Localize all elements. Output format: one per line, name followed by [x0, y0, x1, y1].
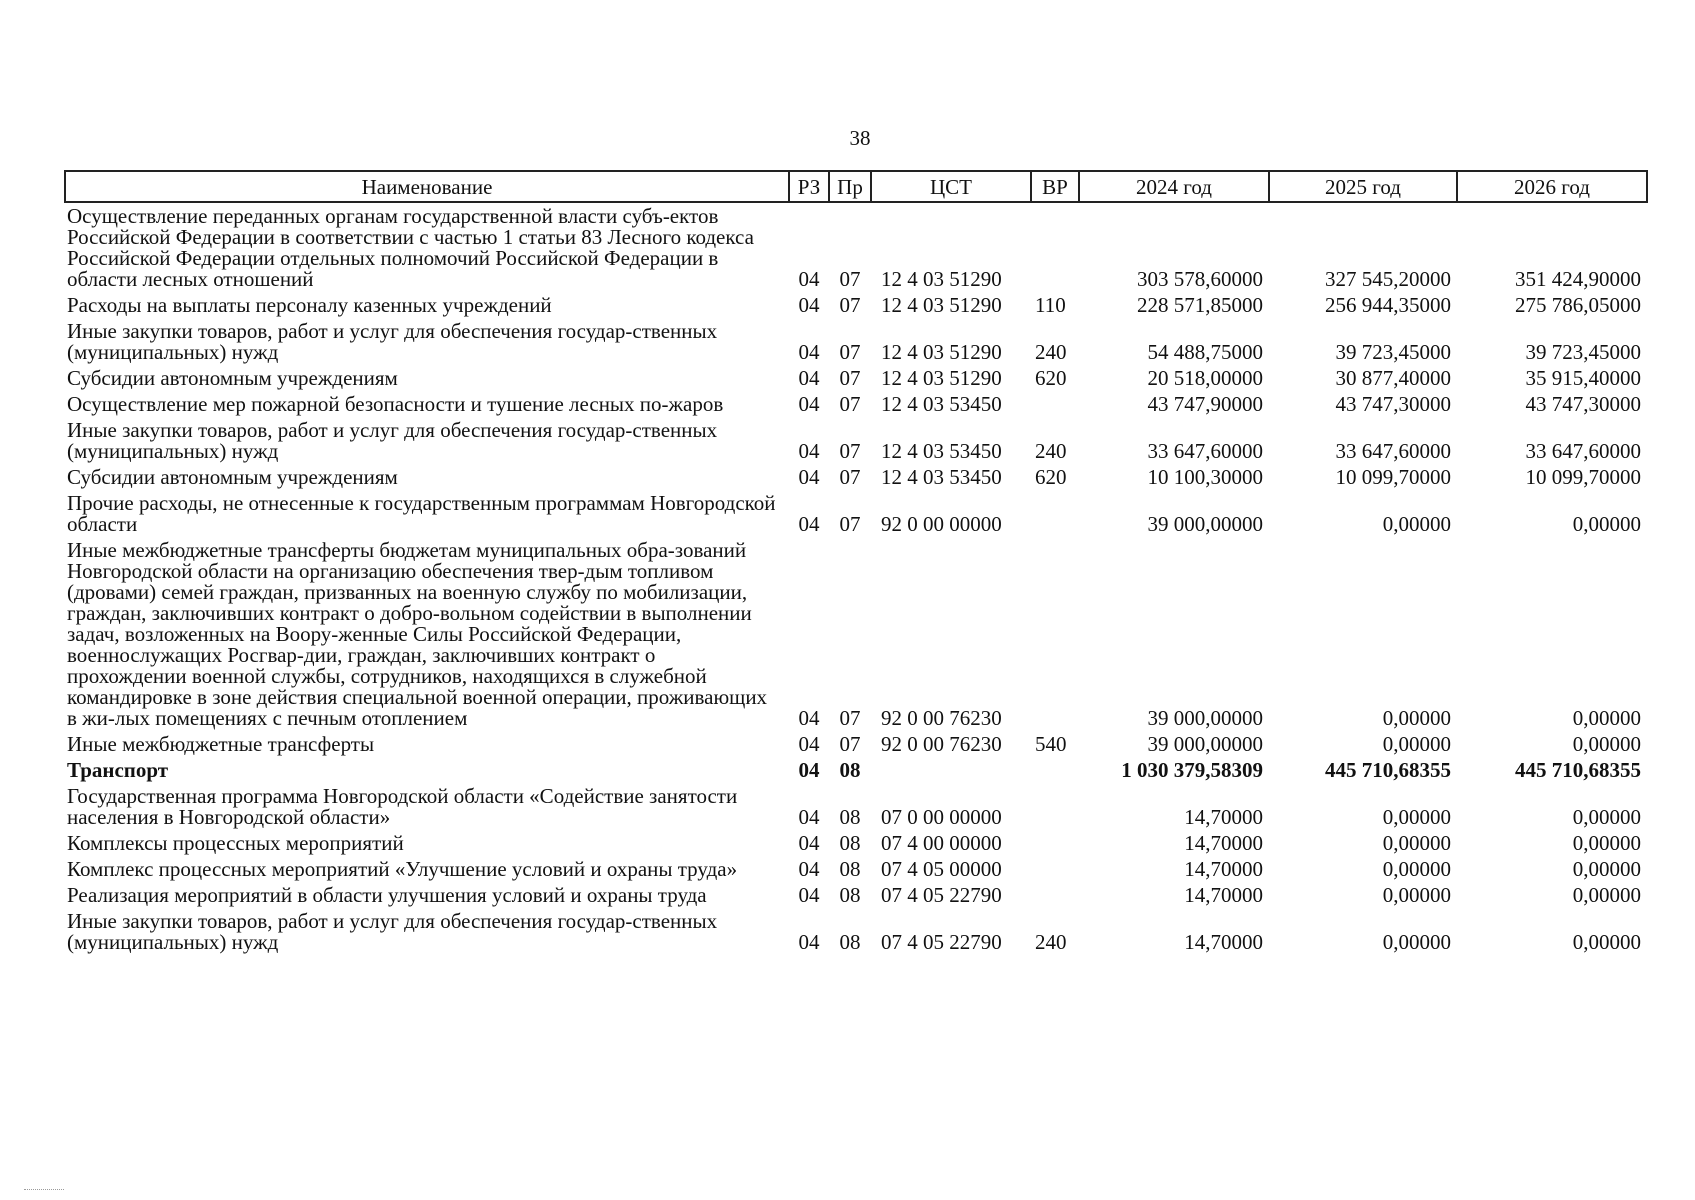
row-pr: 07 — [839, 340, 861, 364]
row-2025: 0,00000 — [1382, 706, 1451, 730]
row-pr: 08 — [839, 831, 861, 855]
table-row — [65, 908, 1647, 955]
row-pr: 07 — [839, 293, 861, 317]
table-row — [65, 318, 1647, 365]
row-cst: 12 4 03 53450 — [881, 439, 1002, 463]
row-2026: 10 099,70000 — [1525, 465, 1641, 489]
row-vr: 240 — [1035, 340, 1067, 364]
row-vr — [1031, 783, 1079, 830]
row-pr: 08 — [839, 758, 861, 782]
header-row — [65, 171, 1647, 202]
row-cst: 12 4 03 51290 — [881, 366, 1002, 390]
row-rz: 04 — [798, 758, 820, 782]
row-rz: 04 — [798, 930, 820, 954]
table-row — [65, 856, 1647, 882]
row-2024: 54 488,75000 — [1147, 340, 1263, 364]
table-row — [65, 783, 1647, 830]
row-name: Прочие расходы, не отнесенные к государственным программам Новгородской области — [67, 491, 776, 536]
row-cst: 92 0 00 76230 — [881, 732, 1002, 756]
row-rz: 04 — [798, 392, 820, 416]
row-cst: 92 0 00 76230 — [881, 706, 1002, 730]
row-rz: 04 — [798, 465, 820, 489]
row-pr: 07 — [839, 439, 861, 463]
row-pr: 08 — [839, 857, 861, 881]
row-2024: 39 000,00000 — [1147, 706, 1263, 730]
row-2026: 0,00000 — [1572, 831, 1641, 855]
row-pr: 07 — [839, 512, 861, 536]
table-row — [65, 417, 1647, 464]
row-2025: 43 747,30000 — [1335, 392, 1451, 416]
header-2026: 2026 год — [1457, 171, 1647, 202]
row-name: Иные закупки товаров, работ и услуг для обеспечения государ-ственных (муниципальных) нужд — [67, 319, 718, 364]
row-2026: 0,00000 — [1572, 732, 1641, 756]
row-vr — [1031, 830, 1079, 856]
row-2024: 228 571,85000 — [1137, 293, 1263, 317]
row-rz: 04 — [798, 439, 820, 463]
row-2024: 303 578,60000 — [1137, 267, 1263, 291]
row-rz: 04 — [798, 883, 820, 907]
row-pr: 08 — [839, 883, 861, 907]
row-2025: 327 545,20000 — [1325, 267, 1451, 291]
header-2025: 2025 год — [1269, 171, 1457, 202]
row-name: Расходы на выплаты персоналу казенных учреждений — [67, 293, 552, 317]
row-pr: 08 — [839, 805, 861, 829]
row-pr: 07 — [839, 465, 861, 489]
row-rz: 04 — [798, 831, 820, 855]
budget-table — [64, 170, 1648, 955]
row-2025: 33 647,60000 — [1335, 439, 1451, 463]
table-row — [65, 292, 1647, 318]
row-2025: 0,00000 — [1382, 732, 1451, 756]
row-2024: 14,70000 — [1184, 883, 1263, 907]
row-2026: 445 710,68355 — [1515, 758, 1641, 782]
header-rz: РЗ — [789, 171, 829, 202]
row-2024: 43 747,90000 — [1147, 392, 1263, 416]
table-row — [65, 757, 1647, 783]
row-name: Комплекс процессных мероприятий «Улучшение условий и охраны труда» — [67, 857, 738, 881]
row-2025: 39 723,45000 — [1335, 340, 1451, 364]
row-2025: 10 099,70000 — [1335, 465, 1451, 489]
table-row — [65, 490, 1647, 537]
row-name: Осуществление переданных органам государственной власти субъ-ектов Российской Федерации в соответствии с частью 1 статьи 83 Лесного кодекса Российской Федерации отдельных полномочий Российской Федерации в области лесных отношений — [67, 204, 754, 291]
row-pr: 08 — [839, 930, 861, 954]
row-vr: 540 — [1035, 732, 1067, 756]
row-vr — [1031, 391, 1079, 417]
page-number: 38 — [849, 126, 871, 150]
row-vr — [1031, 537, 1079, 731]
row-2024: 1 030 379,58309 — [1121, 758, 1263, 782]
header-vr: ВР — [1031, 171, 1079, 202]
row-pr: 07 — [839, 706, 861, 730]
row-2024: 14,70000 — [1184, 805, 1263, 829]
row-2024: 10 100,30000 — [1147, 465, 1263, 489]
row-vr: 240 — [1035, 439, 1067, 463]
row-2026: 0,00000 — [1572, 512, 1641, 536]
row-cst: 07 4 00 00000 — [881, 831, 1002, 855]
row-2026: 0,00000 — [1572, 805, 1641, 829]
row-cst: 07 0 00 00000 — [881, 805, 1002, 829]
row-name: Субсидии автономным учреждениям — [67, 465, 398, 489]
row-name: Транспорт — [67, 758, 169, 782]
row-2026: 0,00000 — [1572, 930, 1641, 954]
scan-artifact — [24, 1189, 64, 1190]
row-pr: 07 — [839, 732, 861, 756]
table-row — [65, 830, 1647, 856]
table-row — [65, 537, 1647, 731]
row-vr — [1031, 202, 1079, 292]
table-row — [65, 464, 1647, 490]
row-vr: 620 — [1035, 465, 1067, 489]
row-2026: 351 424,90000 — [1515, 267, 1641, 291]
row-2026: 39 723,45000 — [1525, 340, 1641, 364]
row-cst: 07 4 05 00000 — [881, 857, 1002, 881]
row-2026: 33 647,60000 — [1525, 439, 1641, 463]
row-cst: 07 4 05 22790 — [881, 883, 1002, 907]
row-cst: 12 4 03 51290 — [881, 293, 1002, 317]
table-row — [65, 731, 1647, 757]
row-vr: 240 — [1035, 930, 1067, 954]
row-2025: 0,00000 — [1382, 831, 1451, 855]
row-name: Комплексы процессных мероприятий — [67, 831, 404, 855]
row-pr: 07 — [839, 392, 861, 416]
row-cst — [871, 757, 1031, 783]
row-2024: 20 518,00000 — [1147, 366, 1263, 390]
row-rz: 04 — [798, 366, 820, 390]
header-name: Наименование — [65, 171, 789, 202]
row-name: Иные закупки товаров, работ и услуг для обеспечения государ-ственных (муниципальных) нужд — [67, 418, 718, 463]
table-header — [65, 171, 1647, 202]
row-cst: 12 4 03 51290 — [881, 340, 1002, 364]
row-rz: 04 — [798, 293, 820, 317]
row-2024: 14,70000 — [1184, 930, 1263, 954]
row-vr — [1031, 757, 1079, 783]
row-2025: 0,00000 — [1382, 805, 1451, 829]
row-vr — [1031, 856, 1079, 882]
row-name: Реализация мероприятий в области улучшения условий и охраны труда — [67, 883, 707, 907]
row-rz: 04 — [798, 706, 820, 730]
row-pr: 07 — [839, 267, 861, 291]
row-rz: 04 — [798, 857, 820, 881]
table-body — [65, 202, 1647, 955]
row-cst: 12 4 03 53450 — [881, 392, 1002, 416]
row-2024: 39 000,00000 — [1147, 732, 1263, 756]
row-name: Иные межбюджетные трансферты бюджетам муниципальных обра-зований Новгородской области на организацию обеспечения твер-дым топливом (дровами) семей граждан, призванных на военную службу по мобилизации, граждан, заключивших контракт о добро-вольном содействии в выполнении задач, возложенных на Воору-женные Силы Российской Федерации, военнослужащих Росгвар-дии, граждан, заключивших контракт о прохождении военной службы, сотрудников, находящихся в служебной командировке в зоне действия специальной военной операции, проживающих в жи-лых помещениях с печным отоплением — [67, 538, 768, 730]
row-vr: 620 — [1035, 366, 1067, 390]
row-2025: 0,00000 — [1382, 857, 1451, 881]
row-2026: 275 786,05000 — [1515, 293, 1641, 317]
row-2024: 14,70000 — [1184, 831, 1263, 855]
row-cst: 07 4 05 22790 — [881, 930, 1002, 954]
row-pr: 07 — [839, 366, 861, 390]
row-2026: 0,00000 — [1572, 883, 1641, 907]
table-row — [65, 391, 1647, 417]
row-2025: 445 710,68355 — [1325, 758, 1451, 782]
row-2025: 0,00000 — [1382, 883, 1451, 907]
row-2024: 39 000,00000 — [1147, 512, 1263, 536]
row-2026: 0,00000 — [1572, 857, 1641, 881]
row-2025: 0,00000 — [1382, 512, 1451, 536]
header-pr: Пр — [829, 171, 871, 202]
row-name: Субсидии автономным учреждениям — [67, 366, 398, 390]
row-name: Иные межбюджетные трансферты — [67, 732, 375, 756]
row-cst: 12 4 03 51290 — [881, 267, 1002, 291]
row-rz: 04 — [798, 805, 820, 829]
row-2026: 43 747,30000 — [1525, 392, 1641, 416]
row-name: Иные закупки товаров, работ и услуг для обеспечения государ-ственных (муниципальных) нужд — [67, 909, 718, 954]
row-2025: 0,00000 — [1382, 930, 1451, 954]
row-cst: 92 0 00 00000 — [881, 512, 1002, 536]
table-row — [65, 365, 1647, 391]
row-2025: 256 944,35000 — [1325, 293, 1451, 317]
table-row — [65, 202, 1647, 292]
row-2024: 33 647,60000 — [1147, 439, 1263, 463]
header-2024: 2024 год — [1079, 171, 1269, 202]
row-name: Осуществление мер пожарной безопасности и тушение лесных по-жаров — [67, 392, 724, 416]
header-cst: ЦСТ — [871, 171, 1031, 202]
row-2024: 14,70000 — [1184, 857, 1263, 881]
row-2025: 30 877,40000 — [1335, 366, 1451, 390]
row-vr — [1031, 882, 1079, 908]
row-rz: 04 — [798, 732, 820, 756]
row-rz: 04 — [798, 340, 820, 364]
row-2026: 0,00000 — [1572, 706, 1641, 730]
row-vr — [1031, 490, 1079, 537]
row-rz: 04 — [798, 512, 820, 536]
row-rz: 04 — [798, 267, 820, 291]
row-name: Государственная программа Новгородской области «Содействие занятости населения в Новгородской области» — [67, 784, 738, 829]
row-vr: 110 — [1035, 293, 1066, 317]
table-row — [65, 882, 1647, 908]
row-2026: 35 915,40000 — [1525, 366, 1641, 390]
row-cst: 12 4 03 53450 — [881, 465, 1002, 489]
